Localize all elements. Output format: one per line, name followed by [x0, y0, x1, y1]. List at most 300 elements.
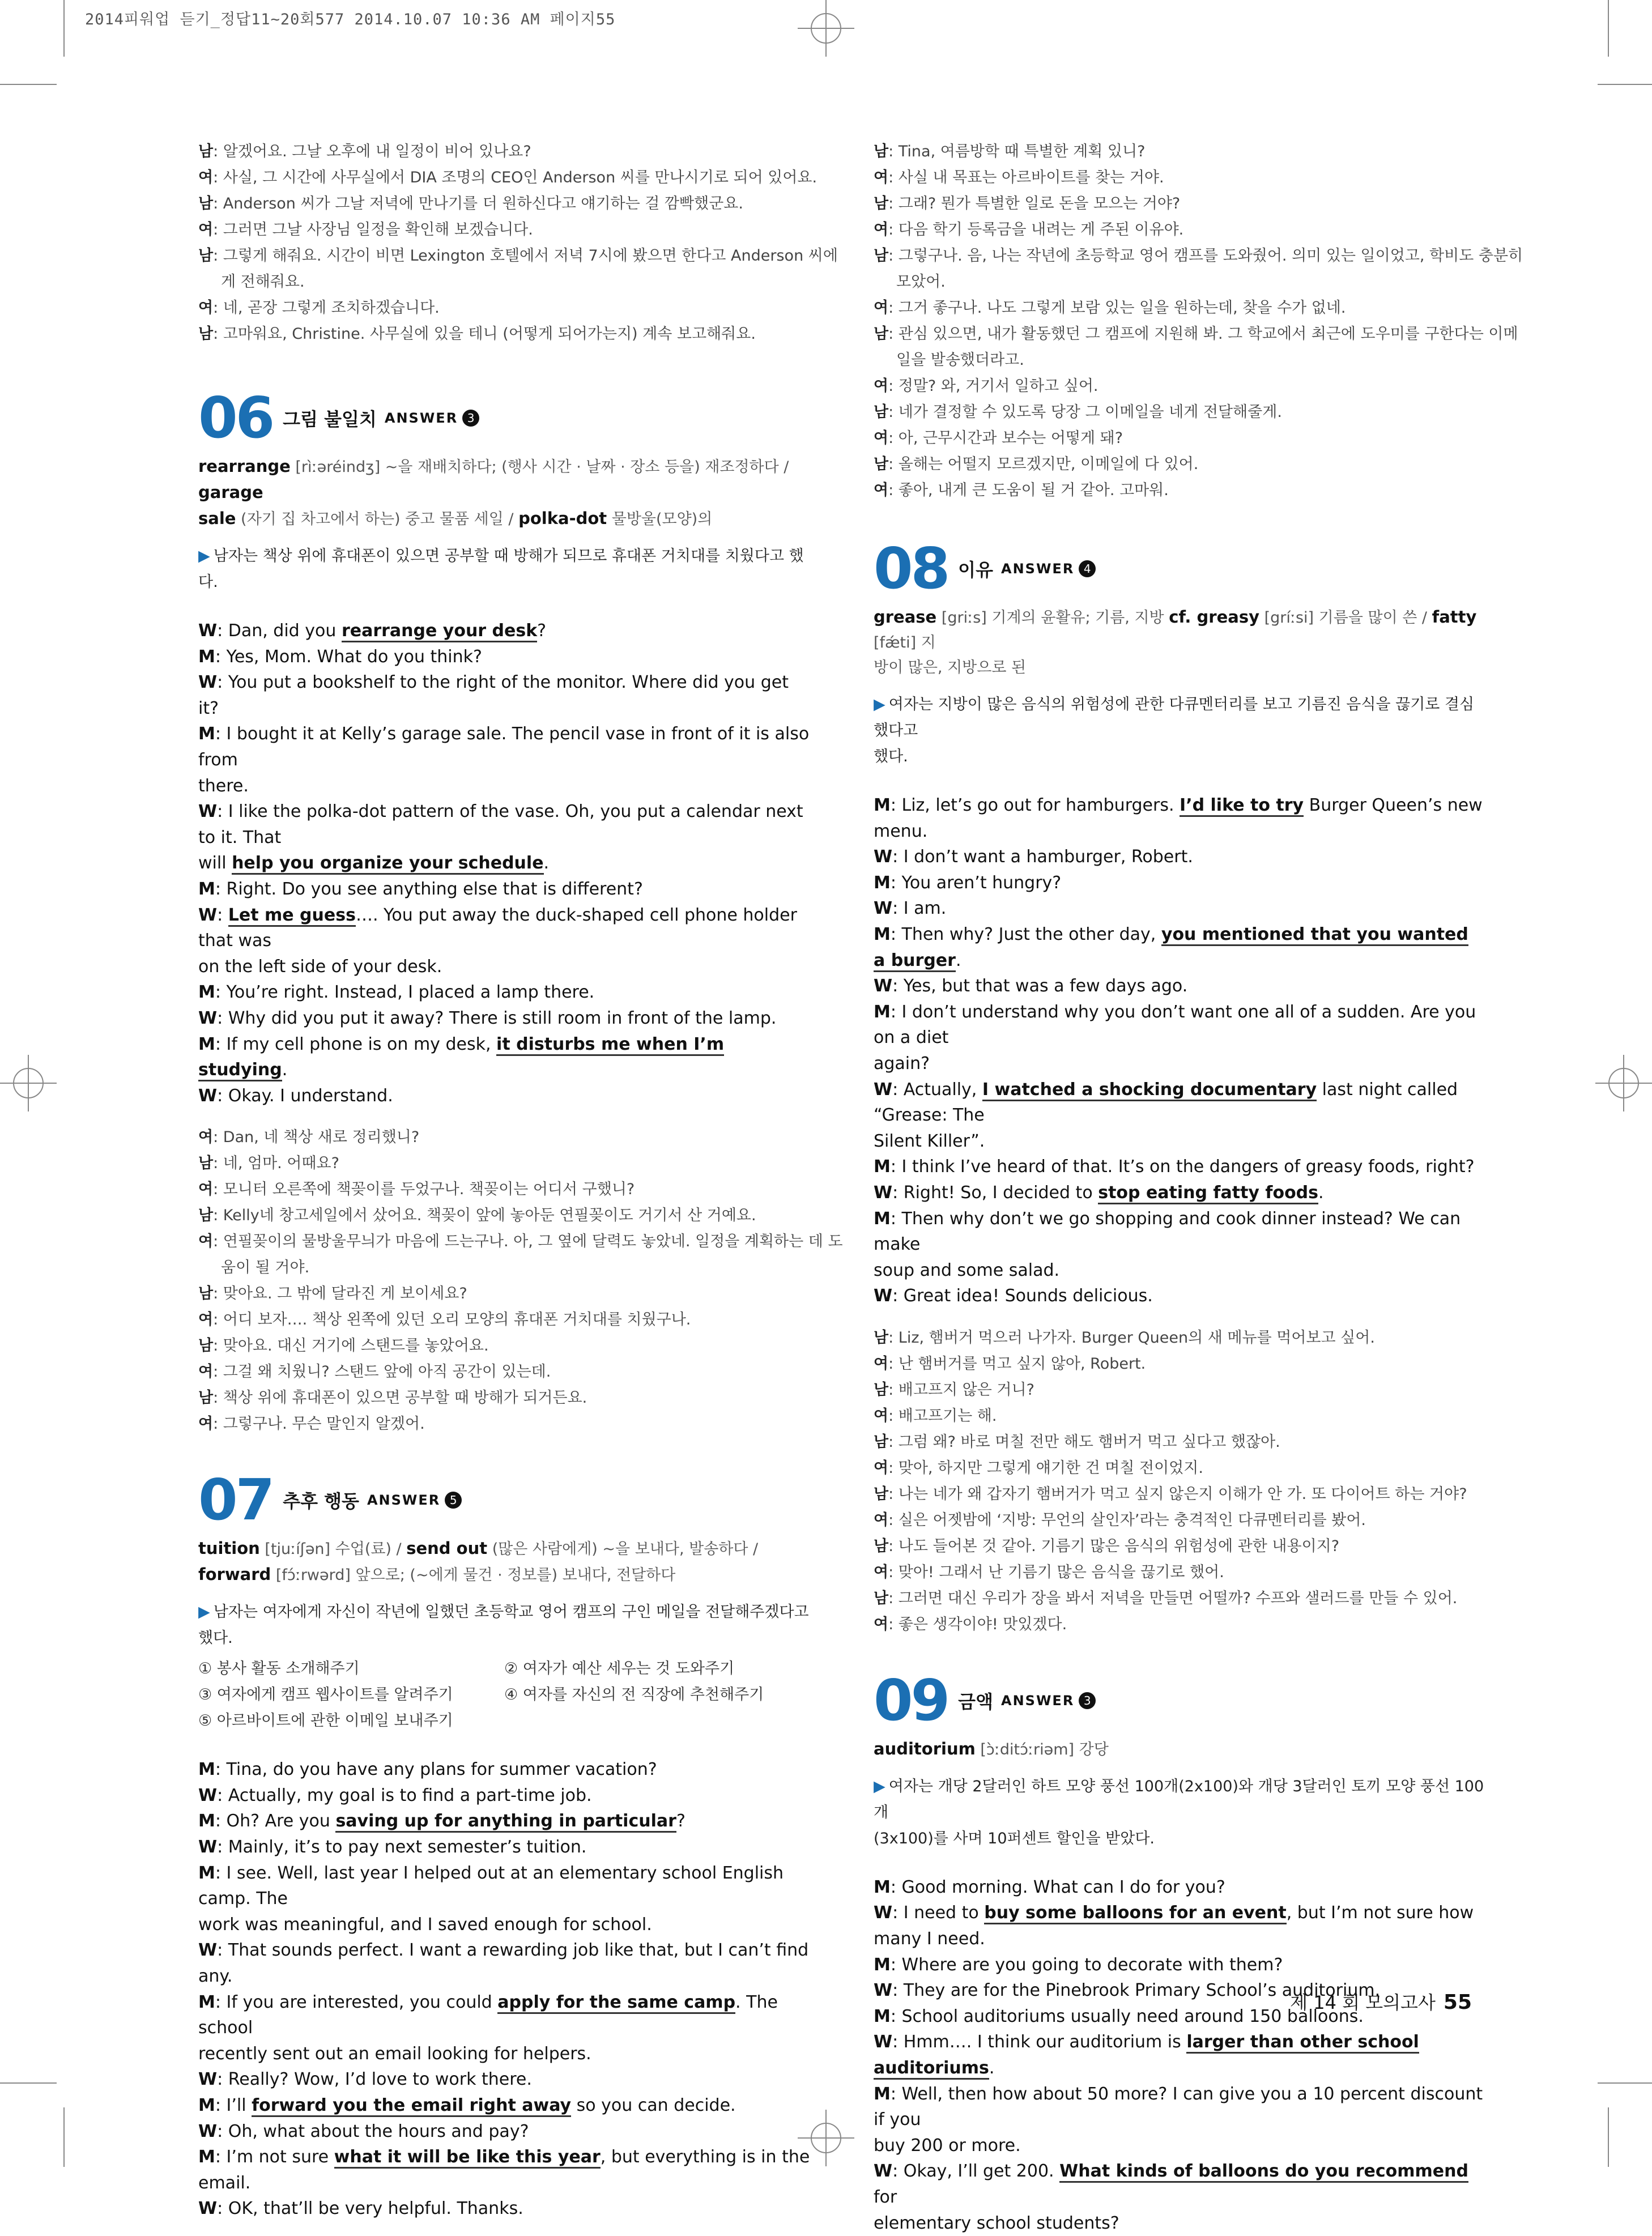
vocab-line: [198, 506, 810, 532]
vocab-definition: [gríːsi] 기름을 많이 쓴 /: [1259, 609, 1432, 627]
translation-line: [874, 1377, 1485, 1403]
vocab-definition: [ɔ̀ːditɔ́ːriəm] 강당: [975, 1740, 1109, 1758]
dialogue-text: ?: [676, 1811, 686, 1832]
translation-text: : Tina, 여름방학 때 특별한 계획 있니?: [888, 143, 1146, 160]
vocab-definition: [tjuːíʃən] 수업(료) /: [259, 1540, 407, 1558]
dialogue-text: .: [955, 950, 961, 970]
translation-text: : 연필꽂이의 물방울무늬가 마음에 드는구나. 아, 그 옆에 달력도 놓았네. 일정을 계획하는 데 도: [213, 1233, 843, 1251]
speaker-label: 남: [874, 1381, 889, 1399]
speaker-label: 남: [874, 1589, 889, 1607]
section-number: 07: [198, 1467, 273, 1534]
dialogue-text: : Dan, did you: [217, 621, 342, 641]
vocab-term: send out: [406, 1539, 488, 1558]
translation-text: : 그걸 왜 치웠니? 스탠드 앞에 아직 공간이 있는데.: [213, 1363, 551, 1381]
section-09-header: [874, 1669, 1485, 1732]
dialogue-line: [874, 2081, 1485, 2133]
vocab-line: [198, 1562, 810, 1588]
dialogue-line: [198, 1783, 810, 1809]
dialogue-text: : OK, that’ll be very helpful. Thanks.: [217, 2199, 523, 2219]
speaker-label: 남: [874, 247, 889, 265]
dialogue-line: [198, 850, 810, 876]
answer-label: ANSWER: [1001, 561, 1075, 577]
dialogue-text: : I’m not sure: [215, 2147, 334, 2167]
dialogue-line: [874, 1051, 1485, 1077]
translation-text: : 네, 곧장 그렇게 조치하겠습니다.: [213, 299, 440, 317]
print-header: 2014피워업 듣기_정답11~20회577 2014.10.07 10:36 AM 페이지55: [85, 11, 616, 28]
speaker-label: W: [874, 898, 893, 919]
key-phrase: rearrange your desk: [342, 621, 537, 642]
dialogue-line: [198, 2067, 810, 2093]
translation-text: : 책상 위에 휴대폰이 있으면 공부할 때 방해가 되거든요.: [213, 1389, 587, 1407]
dialogue-text: Burger Queen’s new menu.: [874, 795, 1483, 841]
answer-number: 5: [445, 1492, 462, 1509]
dialogue-line: [874, 1283, 1485, 1309]
vocab-line: [874, 604, 1485, 655]
answer-option: ② 여자가 예산 세우는 것 도와주기: [504, 1660, 735, 1678]
speaker-label: W: [198, 1785, 218, 1805]
dialogue-text: : Then why don’t we go shopping and cook dinner instead? We can make: [874, 1208, 1461, 1255]
dialogue-text: : Yes, Mom. What do you think?: [215, 646, 482, 667]
speaker-label: 남: [874, 1328, 889, 1347]
translation-line: [874, 1612, 1485, 1638]
speaker-label: W: [874, 1981, 893, 2001]
dialogue-text: : You’re right. Instead, I placed a lamp there.: [215, 982, 595, 1003]
dialogue-line: [198, 954, 810, 980]
vocab-term: tuition: [198, 1539, 260, 1558]
dialogue-line: [198, 1006, 810, 1032]
vocab-term: forward: [198, 1565, 271, 1585]
speaker-label: 남: [198, 1155, 214, 1173]
speaker-label: 남: [198, 325, 214, 343]
translation-line: [874, 1534, 1485, 1560]
speaker-label: M: [198, 1034, 215, 1054]
translation-text: : 좋아, 내게 큰 도움이 될 거 같아. 고마워.: [888, 482, 1169, 499]
speaker-label: M: [198, 879, 215, 899]
footer-label: 제 14 회 모의고사: [1290, 1992, 1436, 2013]
dialogue-text: : I need to: [892, 1903, 985, 1923]
translation-line: [874, 321, 1518, 347]
speaker-label: 남: [198, 247, 214, 265]
dialogue-text: : Good morning. What can I do for you?: [890, 1877, 1225, 1897]
translation-text: : 맞아요. 그 밖에 달라진 게 보이세요?: [213, 1285, 467, 1303]
speaker-label: M: [874, 1877, 891, 1897]
vocab-line: [874, 655, 1485, 680]
section-title: 금액: [958, 1690, 993, 1713]
vocab-definition: 물방울(모양)의: [607, 510, 713, 528]
dialogue-text: , but I’m not sure how many I need.: [874, 1903, 1474, 1949]
speaker-label: 여: [198, 1415, 214, 1433]
speaker-label: 여: [198, 1181, 214, 1199]
dialogue-line: [874, 973, 1485, 999]
vocab-term: cf. greasy: [1169, 607, 1260, 627]
speaker-label: W: [198, 802, 218, 822]
answer-label: ANSWER: [384, 410, 458, 426]
speaker-label: W: [198, 905, 218, 925]
registration-mark-icon: [1595, 1055, 1652, 1111]
dialogue-line: [874, 1180, 1485, 1206]
translation-line: [198, 1255, 810, 1281]
translation-text: : 사실, 그 시간에 사무실에서 DIA 조명의 CEO인 Anderson 씨를 만나시기로 되어 있어요.: [213, 169, 818, 186]
speaker-label: 남: [198, 1207, 214, 1225]
dialogue-line: [198, 1834, 810, 1860]
prev-korean-translation: [198, 139, 838, 347]
translation-line: [198, 1281, 810, 1307]
vocab-definition: [rìːəréindʒ] ~을 재배치하다; (행사 시간 · 날짜 · 장소 등을) 재조정하다 /: [290, 458, 789, 476]
answer-note: ▶ 여자는 개당 2달러인 하트 모양 풍선 100개(2x100)와 개당 3달러인 토끼 모양 풍선 100개 (3x100)를 사며 10퍼센트 할인을 받았다.: [874, 1777, 1484, 1847]
speaker-label: M: [874, 2084, 891, 2104]
crop-mark: [0, 2082, 57, 2084]
vocab-definition: [fɔ́ːrwərd] 앞으로; (~에게 물건 · 정보를) 보내다, 전달하다: [271, 1566, 676, 1585]
key-phrase: you mentioned that you wanted a burger: [874, 925, 1468, 972]
translation-text: 게 전해줘요.: [221, 273, 305, 291]
speaker-label: 여: [198, 1311, 214, 1329]
korean-translation-07: [874, 139, 1523, 504]
dialogue-line: [198, 799, 810, 850]
dialogue-line: [874, 1900, 1485, 1952]
translation-line: [874, 1403, 1485, 1429]
translation-line: [198, 1203, 810, 1229]
speaker-label: W: [198, 1837, 218, 1858]
translation-text: : 배고프지 않은 거니?: [888, 1381, 1034, 1399]
speaker-label: M: [198, 982, 215, 1003]
answer-option: ③ 여자에게 캠프 웹사이트를 알려주기: [198, 1686, 453, 1704]
speaker-label: 여: [198, 169, 214, 186]
translation-line: [874, 295, 1485, 321]
speaker-label: 여: [198, 299, 214, 317]
translation-text: : 모니터 오른쪽에 책꽂이를 두었구나. 책꽂이는 어디서 구했니?: [213, 1181, 635, 1199]
dialogue-07: [198, 1757, 810, 2222]
speaker-label: 여: [874, 429, 889, 447]
translation-text: : 어디 보자…. 책상 왼쪽에 있던 오리 모양의 휴대폰 거치대를 치웠구나.: [213, 1311, 691, 1329]
speaker-label: W: [874, 976, 893, 996]
crop-mark: [0, 84, 57, 85]
vocab-term: polka-dot: [518, 509, 607, 528]
dialogue-text: .: [989, 2058, 995, 2079]
translation-line: [198, 191, 810, 217]
vocab-term: rearrange: [198, 457, 291, 476]
dialogue-text: : If you are interested, you could: [215, 1992, 498, 2012]
translation-line: [198, 139, 810, 165]
speaker-label: 남: [874, 325, 889, 343]
dialogue-line: [874, 1258, 1485, 1284]
dialogue-text: elementary school students?: [874, 2213, 1119, 2233]
speaker-label: M: [874, 1208, 891, 1229]
translation-line: [874, 269, 1485, 295]
translation-text: : 아, 근무시간과 보수는 어떻게 돼?: [888, 429, 1123, 447]
dialogue-text: on the left side of your desk.: [198, 956, 442, 977]
dialogue-text: again?: [874, 1053, 930, 1074]
vocabulary: [874, 604, 1485, 680]
speaker-label: W: [198, 1940, 218, 1961]
speaker-label: 여: [874, 1615, 889, 1633]
crop-mark: [1598, 84, 1652, 85]
crop-mark: [1598, 2082, 1652, 2084]
dialogue-line: [198, 721, 810, 773]
dialogue-line: [198, 1808, 810, 1834]
speaker-label: M: [874, 1157, 891, 1177]
translation-text: : 그거 좋구나. 나도 그렇게 보람 있는 일을 원하는데, 찾을 수가 없네.: [888, 299, 1346, 317]
dialogue-text: : Then why? Just the other day,: [890, 924, 1161, 944]
answer-option: ④ 여자를 자신의 전 직장에 추천해주기: [504, 1686, 764, 1704]
speaker-label: W: [874, 2161, 893, 2182]
section-number: 06: [198, 385, 273, 451]
speaker-label: W: [874, 1182, 893, 1203]
registration-mark-icon: [798, 0, 854, 57]
dialogue-08: [874, 793, 1485, 1309]
speaker-label: 여: [874, 1511, 889, 1529]
speaker-label: M: [874, 2006, 891, 2026]
korean-translation-06: [198, 1125, 843, 1437]
dialogue-text: .: [1318, 1182, 1324, 1203]
answer-note: ▶ 남자는 여자에게 자신이 작년에 일했던 초등학교 영어 캠프의 구인 메일을 전달해주겠다고 했다.: [198, 1603, 809, 1647]
dialogue-line: [198, 2041, 810, 2067]
korean-translation-08: [874, 1325, 1485, 1638]
speaker-label: M: [874, 872, 891, 893]
speaker-label: 남: [198, 1389, 214, 1407]
translation-text: : 고마워요, Christine. 사무실에 있을 테니 (어떻게 되어가는지) 계속 보고해줘요.: [213, 325, 756, 343]
dialogue-line: [874, 1077, 1485, 1128]
speaker-label: 여: [198, 1128, 214, 1147]
speaker-label: 남: [198, 143, 214, 160]
dialogue-line: [874, 2211, 1485, 2236]
key-phrase: help you organize your schedule: [232, 853, 543, 875]
right-column: [874, 139, 1523, 2236]
translation-text: : 맞아요. 대신 거기에 스탠드를 놓았어요.: [213, 1337, 489, 1355]
translation-line: [874, 1481, 1485, 1507]
speaker-label: 여: [874, 1355, 889, 1373]
speaker-label: 여: [874, 1407, 889, 1425]
page-footer: [1290, 1988, 1472, 2014]
speaker-label: M: [874, 1002, 891, 1022]
answer-note: ▶ 여자는 지방이 많은 음식의 위험성에 관한 다큐멘터리를 보고 기름진 음식을 끊기로 결심했다고 했다.: [874, 696, 1475, 765]
translation-text: : 좋은 생각이야! 맛있겠다.: [888, 1615, 1067, 1633]
dialogue-line: [874, 844, 1485, 870]
dialogue-line: [198, 2119, 810, 2145]
dialogue-line: [198, 1860, 810, 1912]
dialogue-text: recently sent out an email looking for helpers.: [198, 2043, 591, 2064]
dialogue-06: [198, 618, 810, 1109]
speaker-label: 여: [874, 299, 889, 317]
translation-text: : Anderson 씨가 그날 저녁에 만나기를 더 원하신다고 얘기하는 걸 깜빡했군요.: [213, 195, 743, 212]
speaker-label: 남: [874, 455, 889, 473]
dialogue-line: [198, 979, 810, 1006]
dialogue-text: buy 200 or more.: [874, 2135, 1021, 2156]
speaker-label: 남: [198, 195, 214, 212]
speaker-label: 남: [874, 403, 889, 421]
speaker-label: 남: [198, 1337, 214, 1355]
dialogue-line: [198, 876, 810, 902]
speaker-label: M: [198, 1760, 215, 1780]
vocab-definition: [griːs] 기계의 윤활유; 기름, 지방: [936, 609, 1169, 627]
translation-line: [198, 165, 818, 191]
dialogue-text: : Right. Do you see anything else that is different?: [215, 879, 643, 899]
dialogue-text: : Okay. I understand.: [217, 1085, 393, 1106]
translation-text: : 그러면 그날 사장님 일정을 확인해 보겠습니다.: [213, 221, 533, 238]
dialogue-line: [198, 1032, 810, 1083]
dialogue-text: : Liz, let’s go out for hamburgers.: [890, 795, 1180, 815]
translation-line: [874, 373, 1485, 399]
dialogue-line: [874, 1875, 1485, 1901]
dialogue-line: [874, 793, 1485, 844]
triangle-icon: ▶: [874, 1777, 885, 1795]
speaker-label: W: [198, 1085, 218, 1106]
translation-line: [198, 269, 810, 295]
translation-text: : Dan, 네 책상 새로 정리했니?: [213, 1128, 420, 1147]
key-phrase: it disturbs me when I’m studying: [198, 1034, 724, 1082]
key-phrase: buy some balloons for an event: [984, 1903, 1286, 1924]
key-phrase: saving up for anything in particular: [335, 1811, 676, 1833]
speaker-label: M: [198, 646, 215, 667]
vocab-term: sale: [198, 509, 236, 528]
translation-line: [198, 295, 810, 321]
dialogue-text: . The school: [198, 1992, 778, 2038]
key-phrase: I watched a shocking documentary: [982, 1080, 1317, 1101]
section-title: 그림 불일치: [283, 408, 377, 430]
section-number: 09: [874, 1667, 948, 1734]
speaker-label: 남: [874, 1433, 889, 1451]
vocabulary: [874, 1736, 1485, 1762]
dialogue-line: [198, 644, 810, 670]
dialogue-text: : I like the polka-dot pattern of the vase. Oh, you put a calendar next to it. That: [198, 802, 803, 847]
answer-label: ANSWER: [367, 1492, 441, 1509]
dialogue-text: : They are for the Pinebrook Primary School’s auditorium.: [892, 1981, 1381, 2001]
translation-text: : 사실 내 목표는 아르바이트를 찾는 거야.: [888, 169, 1164, 186]
dialogue-line: [874, 2133, 1485, 2159]
dialogue-text: :: [217, 905, 228, 925]
dialogue-text: : I don’t understand why you don’t want one all of a sudden. Are you on a diet: [874, 1002, 1476, 1048]
translation-text: : 알겠어요. 그날 오후에 내 일정이 비어 있나요?: [213, 143, 531, 160]
translation-text: : Liz, 햄버거 먹으러 나가자. Burger Queen의 새 메뉴를 먹어보고 싶어.: [888, 1328, 1375, 1347]
dialogue-line: [874, 870, 1485, 896]
translation-line: [874, 1507, 1485, 1534]
dialogue-line: [874, 1206, 1485, 1258]
vocab-definition: [fǽti] 지: [874, 634, 936, 651]
translation-text: : 정말? 와, 거기서 일하고 싶어.: [888, 377, 1099, 395]
translation-text: : 그렇구나. 음, 나는 작년에 초등학교 영어 캠프를 도와줬어. 의미 있는 일이었고, 학비도 충분히: [888, 247, 1523, 265]
dialogue-text: , but everything is in the email.: [198, 2147, 810, 2193]
speaker-label: 여: [874, 377, 889, 395]
dialogue-text: : If my cell phone is on my desk,: [215, 1034, 497, 1054]
key-phrase: Let me guess: [228, 905, 356, 927]
vocab-term: fatty: [1432, 607, 1477, 627]
vocab-line: [198, 454, 810, 506]
translation-text: : 올해는 어떨지 모르겠지만, 이메일에 다 있어.: [888, 455, 1199, 473]
dialogue-line: [198, 1937, 810, 1989]
triangle-icon: ▶: [198, 1603, 210, 1621]
dialogue-text: : Great idea! Sounds delicious.: [892, 1286, 1153, 1306]
translation-line: [874, 243, 1523, 269]
section-08-header: [874, 535, 1485, 602]
translation-text: 일을 발송했더라고.: [896, 351, 1024, 369]
vocab-definition: (많은 사람에게) ~을 보내다, 발송하다 /: [487, 1540, 759, 1558]
dialogue-text: .: [282, 1060, 288, 1080]
translation-line: [874, 1351, 1485, 1377]
dialogue-text: : Mainly, it’s to pay next semester’s tuition.: [217, 1837, 587, 1858]
dialogue-text: : Right! So, I decided to: [892, 1182, 1099, 1203]
dialogue-text: soup and some salad.: [874, 1260, 1060, 1280]
translation-line: [874, 1455, 1485, 1481]
vocab-line: [198, 1536, 810, 1562]
translation-text: : 그렇구나. 무슨 말인지 알겠어.: [213, 1415, 425, 1433]
dialogue-line: [198, 670, 810, 721]
key-phrase: I’d like to try: [1180, 795, 1304, 817]
speaker-label: 여: [874, 482, 889, 499]
dialogue-line: [874, 2158, 1485, 2210]
dialogue-text: there.: [198, 776, 249, 796]
dialogue-line: [874, 896, 1485, 922]
dialogue-line: [874, 2029, 1485, 2081]
dialogue-line: [198, 1912, 810, 1938]
dialogue-text: : That sounds perfect. I want a rewarding job like that, but I can’t find any.: [198, 1940, 809, 1987]
speaker-label: W: [198, 1008, 218, 1028]
dialogue-text: .: [543, 853, 550, 874]
vocabulary: [198, 1536, 810, 1588]
dialogue-line: [198, 773, 810, 799]
translation-text: : 그래? 뭔가 특별한 일로 돈을 모으는 거야?: [888, 195, 1181, 212]
crop-mark: [63, 2107, 65, 2167]
speaker-label: W: [198, 2199, 218, 2219]
dialogue-text: : Actually, my goal is to find a part-time job.: [217, 1785, 592, 1805]
dialogue-text: : Actually,: [892, 1079, 982, 1100]
speaker-label: 여: [874, 1459, 889, 1477]
translation-line: [198, 1151, 810, 1177]
speaker-label: M: [874, 795, 891, 815]
translation-text: : 관심 있으면, 내가 활동했던 그 캠프에 지원해 봐. 그 학교에서 최근에 도우미를 구한다는 이메: [888, 325, 1518, 343]
translation-line: [874, 165, 1485, 191]
answer-label: ANSWER: [1001, 1692, 1075, 1709]
dialogue-line: [198, 2196, 810, 2222]
translation-line: [874, 347, 1485, 373]
translation-text: : 배고프기는 해.: [888, 1407, 997, 1425]
speaker-label: W: [874, 1903, 893, 1923]
dialogue-text: ?: [537, 621, 547, 641]
section-title: 이유: [958, 559, 993, 581]
vocab-term: garage: [198, 483, 263, 502]
section-06-header: [198, 387, 810, 449]
crop-mark: [1608, 0, 1609, 57]
speaker-label: M: [874, 924, 891, 944]
speaker-label: M: [198, 1863, 215, 1883]
translation-line: [198, 1333, 810, 1359]
speaker-label: M: [198, 2096, 215, 2115]
translation-line: [198, 1125, 810, 1151]
translation-line: [874, 1560, 1485, 1586]
translation-text: : 네가 결정할 수 있도록 당장 그 이메일을 네게 전달해줄게.: [888, 403, 1282, 421]
dialogue-text: : Why did you put it away? There is still room in front of the lamp.: [217, 1008, 777, 1028]
dialogue-line: [874, 1952, 1485, 1978]
dialogue-line: [198, 2144, 810, 2196]
speaker-label: 여: [198, 1233, 214, 1251]
speaker-label: 남: [874, 1537, 889, 1555]
speaker-label: 여: [874, 221, 889, 238]
speaker-label: 남: [874, 195, 889, 212]
key-phrase: forward you the email right away: [252, 2096, 571, 2117]
dialogue-text: for: [874, 2187, 897, 2207]
dialogue-text: : Tina, do you have any plans for summer vacation?: [215, 1760, 657, 1780]
translation-line: [198, 1411, 810, 1437]
translation-line: [874, 139, 1485, 165]
answer-option: ⑤ 아르바이트에 관한 이메일 보내주기: [198, 1712, 453, 1730]
translation-text: : 나는 네가 왜 갑자기 햄버거가 먹고 싶지 않은지 이해가 안 가. 또 다이어트 하는 거야?: [888, 1485, 1467, 1503]
translation-line: [874, 1429, 1485, 1455]
dialogue-text: so you can decide.: [571, 2096, 736, 2115]
vocab-term: auditorium: [874, 1739, 976, 1758]
dialogue-text: last night called “Grease: The: [874, 1079, 1458, 1126]
dialogue-text: : Well, then how about 50 more? I can give you a 10 percent discount if you: [874, 2084, 1483, 2130]
dialogue-line: [198, 902, 810, 954]
dialogue-line: [874, 1128, 1485, 1155]
key-phrase: apply for the same camp: [497, 1992, 735, 2014]
